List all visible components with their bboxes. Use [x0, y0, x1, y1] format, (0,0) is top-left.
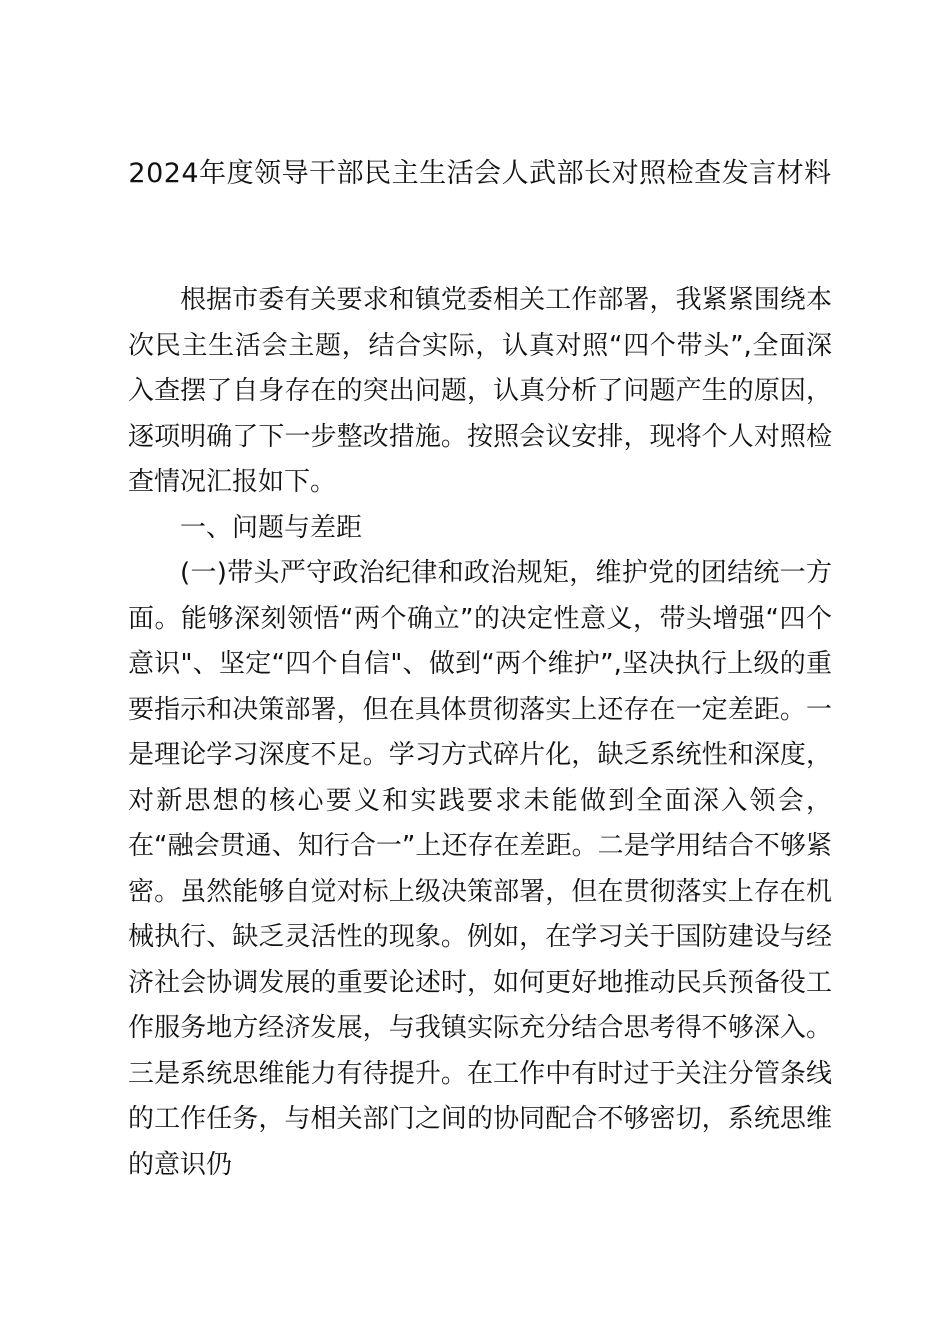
section-heading: 一、问题与差距	[180, 512, 363, 543]
document-body	[128, 278, 832, 1188]
intro-paragraph: 根据市委有关要求和镇党委相关工作部署，我紧紧围绕本次民主生活会主题，结合实际，认真对照“四个带头”,全面深入查摆了自身存在的突出问题，认真分析了问题产生的原因，逐项明确了下一步整改措施。按照会议安排，现将个人对照检查情况汇报如下。	[128, 285, 832, 497]
section-paragraph: (一)带头严守政治纪律和政治规矩，维护党的团结统一方面。能够深刻领悟“两个确立”的决定性意义，带头增强“四个意识"、坚定“四个自信"、做到“两个维护”,坚决执行上级的重要指示和决策部署，但在具体贯彻落实上还存在一定差距。一是理论学习深度不足。学习方式碎片化，缺乏系统性和深度，对新思想的核心要义和实践要求未能做到全面深入领会，在“融会贯通、知行合一”上还存在差距。二是学用结合不够紧密。虽然能够自觉对标上级决策部署，但在贯彻落实上存在机械执行、缺乏灵活性的现象。例如，在学习关于国防建设与经济社会协调发展的重要论述时，如何更好地推动民兵预备役工作服务地方经济发展，与我镇实际充分结合思考得不够深入。三是系统思维能力有待提升。在工作中有时过于关注分管条线的工作任务，与相关部门之间的协同配合不够密切，系统思维的意识仍	[128, 558, 832, 1180]
document-title: 2024年度领导干部民主生活会人武部长对照检查发言材料	[128, 158, 832, 189]
